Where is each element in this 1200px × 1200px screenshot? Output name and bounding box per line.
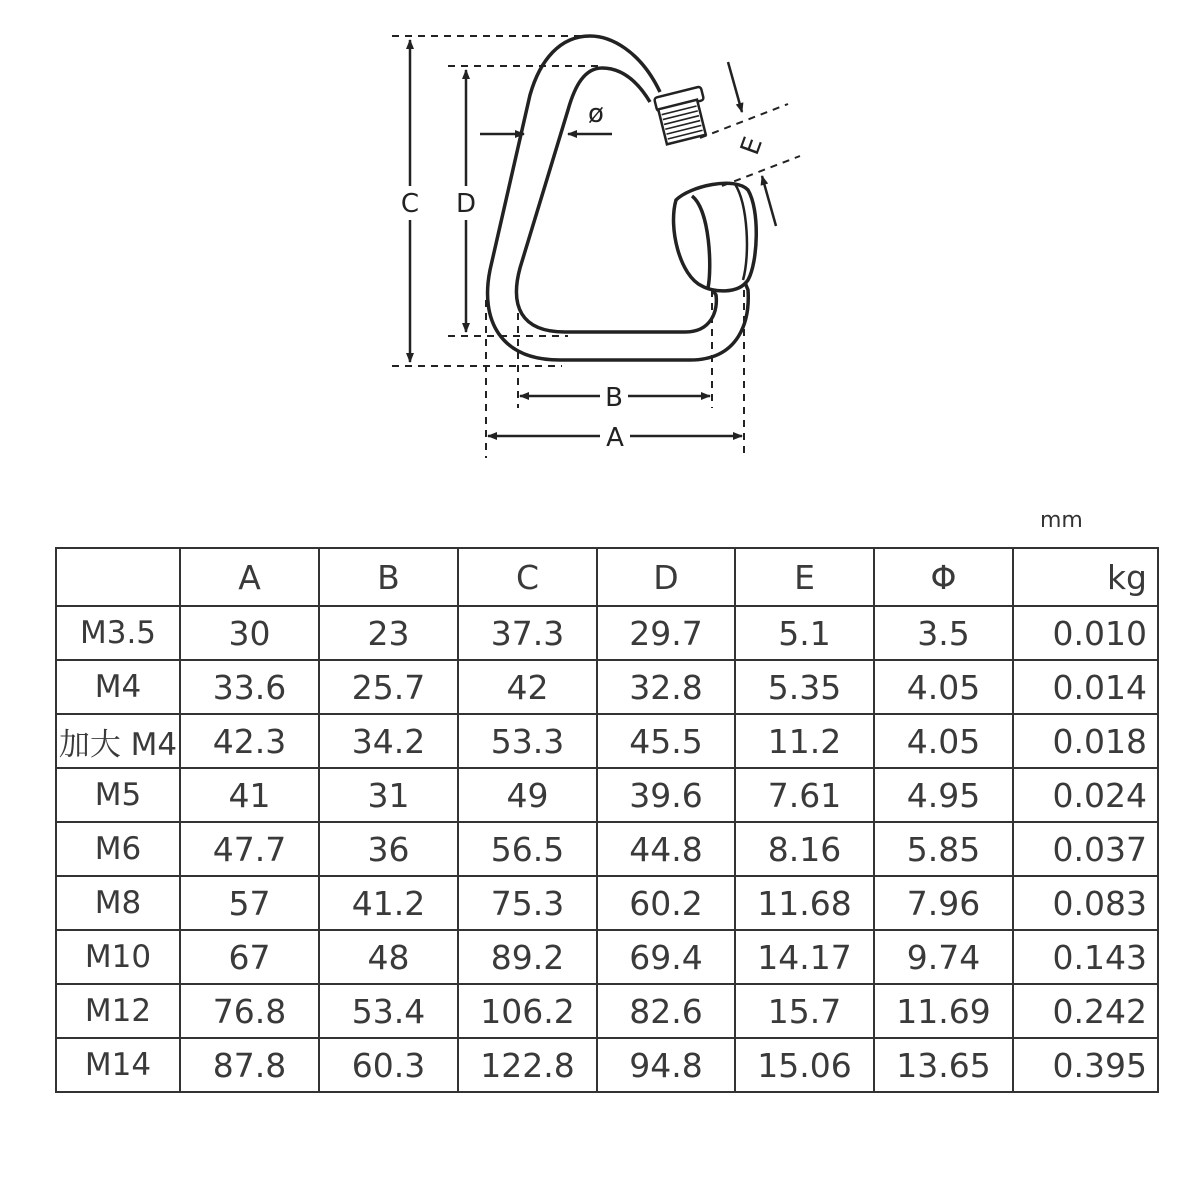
- table-cell-c: 106.2: [458, 984, 597, 1038]
- dim-e-top: [728, 62, 742, 112]
- quick-link-dimension-diagram: [0, 0, 1200, 500]
- table-cell-a: 33.6: [180, 660, 319, 714]
- table-cell-phi: 7.96: [874, 876, 1013, 930]
- column-header-d: D: [597, 548, 735, 606]
- table-cell-kg: 0.083: [1013, 876, 1158, 930]
- table-cell-phi: 13.65: [874, 1038, 1013, 1092]
- label-a: A: [606, 423, 624, 453]
- table-cell-d: 60.2: [597, 876, 735, 930]
- table-cell-d: 32.8: [597, 660, 735, 714]
- unit-label: mm: [1040, 508, 1083, 533]
- dim-e-bottom: [762, 176, 776, 226]
- table-cell-kg: 0.037: [1013, 822, 1158, 876]
- table-cell-e: 15.7: [735, 984, 874, 1038]
- table-row: [56, 606, 1158, 660]
- table-cell-d: 82.6: [597, 984, 735, 1038]
- table-cell-b: 23: [319, 606, 458, 660]
- row-header-model: M4: [56, 660, 180, 714]
- table-cell-b: 36: [319, 822, 458, 876]
- table-row: [56, 1038, 1158, 1092]
- label-d: D: [455, 189, 477, 219]
- table-cell-b: 53.4: [319, 984, 458, 1038]
- table-cell-c: 37.3: [458, 606, 597, 660]
- row-header-model: M12: [56, 984, 180, 1038]
- header-row: [56, 548, 1158, 606]
- table-row: [56, 768, 1158, 822]
- spec-table: [55, 547, 1159, 1093]
- table-cell-c: 56.5: [458, 822, 597, 876]
- table-row: [56, 660, 1158, 714]
- table-cell-kg: 0.395: [1013, 1038, 1158, 1092]
- table-row: [56, 876, 1158, 930]
- table-cell-phi: 4.95: [874, 768, 1013, 822]
- table-cell-b: 60.3: [319, 1038, 458, 1092]
- row-header-model: M14: [56, 1038, 180, 1092]
- table-cell-e: 5.1: [735, 606, 874, 660]
- table-cell-a: 42.3: [180, 714, 319, 768]
- table-cell-b: 41.2: [319, 876, 458, 930]
- column-header-c: C: [458, 548, 597, 606]
- row-header-model: M5: [56, 768, 180, 822]
- table-cell-e: 7.61: [735, 768, 874, 822]
- table-cell-d: 44.8: [597, 822, 735, 876]
- column-header-b: B: [319, 548, 458, 606]
- table-cell-e: 8.16: [735, 822, 874, 876]
- table-cell-phi: 3.5: [874, 606, 1013, 660]
- table-cell-e: 11.68: [735, 876, 874, 930]
- row-header-model: M10: [56, 930, 180, 984]
- table-cell-c: 53.3: [458, 714, 597, 768]
- table-cell-kg: 0.143: [1013, 930, 1158, 984]
- table-cell-kg: 0.018: [1013, 714, 1158, 768]
- thread-end: [654, 86, 706, 144]
- table-cell-c: 89.2: [458, 930, 597, 984]
- table-cell-d: 39.6: [597, 768, 735, 822]
- table-cell-a: 41: [180, 768, 319, 822]
- table-row: [56, 822, 1158, 876]
- table-cell-b: 31: [319, 768, 458, 822]
- table-cell-a: 57: [180, 876, 319, 930]
- table-cell-phi: 4.05: [874, 714, 1013, 768]
- column-header-kg: kg: [1013, 548, 1158, 606]
- table-cell-a: 47.7: [180, 822, 319, 876]
- table-row: [56, 984, 1158, 1038]
- table-cell-b: 48: [319, 930, 458, 984]
- table-cell-phi: 4.05: [874, 660, 1013, 714]
- row-header-model: M6: [56, 822, 180, 876]
- table-cell-phi: 9.74: [874, 930, 1013, 984]
- label-c: C: [400, 189, 420, 219]
- table-cell-a: 87.8: [180, 1038, 319, 1092]
- table-cell-e: 5.35: [735, 660, 874, 714]
- table-cell-b: 25.7: [319, 660, 458, 714]
- column-header-e: E: [735, 548, 874, 606]
- table-cell-phi: 11.69: [874, 984, 1013, 1038]
- table-cell-d: 94.8: [597, 1038, 735, 1092]
- label-b: B: [605, 383, 623, 413]
- table-cell-d: 45.5: [597, 714, 735, 768]
- table-body: [56, 606, 1158, 1092]
- table-cell-e: 15.06: [735, 1038, 874, 1092]
- label-diameter: ø: [588, 99, 604, 129]
- table-cell-kg: 0.010: [1013, 606, 1158, 660]
- table-cell-kg: 0.242: [1013, 984, 1158, 1038]
- column-header-phi: Φ: [874, 548, 1013, 606]
- table-cell-c: 49: [458, 768, 597, 822]
- table-cell-a: 76.8: [180, 984, 319, 1038]
- row-header-model: M3.5: [56, 606, 180, 660]
- table-cell-b: 34.2: [319, 714, 458, 768]
- column-header-blank: [56, 548, 180, 606]
- row-header-model: 加大 M4: [56, 714, 180, 768]
- table-cell-a: 30: [180, 606, 319, 660]
- table-row: [56, 930, 1158, 984]
- table-cell-c: 42: [458, 660, 597, 714]
- table-cell-c: 75.3: [458, 876, 597, 930]
- table-row: [56, 714, 1158, 768]
- table-cell-kg: 0.024: [1013, 768, 1158, 822]
- screw-sleeve: [674, 183, 757, 291]
- table-cell-a: 67: [180, 930, 319, 984]
- label-e: E: [735, 133, 769, 159]
- table-cell-e: 14.17: [735, 930, 874, 984]
- table-cell-d: 29.7: [597, 606, 735, 660]
- table-cell-kg: 0.014: [1013, 660, 1158, 714]
- table-cell-e: 11.2: [735, 714, 874, 768]
- row-header-model: M8: [56, 876, 180, 930]
- column-header-a: A: [180, 548, 319, 606]
- table-cell-c: 122.8: [458, 1038, 597, 1092]
- table-cell-d: 69.4: [597, 930, 735, 984]
- table-cell-phi: 5.85: [874, 822, 1013, 876]
